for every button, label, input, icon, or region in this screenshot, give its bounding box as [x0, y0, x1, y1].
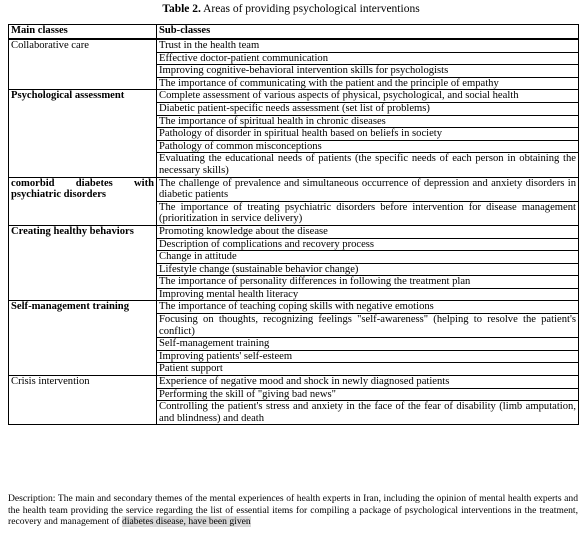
- main-class-cell: Collaborative care: [9, 39, 157, 90]
- sub-class-cell: Lifestyle change (sustainable behavior change): [157, 263, 579, 276]
- sub-class-cell: Focusing on thoughts, recognizing feelings "self-awareness" (helping to resolve the patient's conflict): [157, 314, 579, 338]
- sub-class-cell: The importance of teaching coping skills with negative emotions: [157, 301, 579, 314]
- main-class-cell: Psychological assessment: [9, 90, 157, 177]
- sub-class-cell: Effective doctor-patient communication: [157, 52, 579, 65]
- description-highlight: diabetes disease, have been given: [122, 516, 251, 528]
- sub-class-cell: Improving patients' self-esteem: [157, 350, 579, 363]
- sub-class-cell: Controlling the patient's stress and anxiety in the face of the fear of disability (limb amputation, and blindness) and death: [157, 401, 579, 425]
- sub-class-cell: Change in attitude: [157, 251, 579, 264]
- table-row: [9, 301, 579, 314]
- sub-class-cell: Performing the skill of "giving bad news": [157, 388, 579, 401]
- sub-class-cell: Pathology of disorder in spiritual health based on beliefs in society: [157, 128, 579, 141]
- sub-class-cell: Patient support: [157, 363, 579, 376]
- sub-class-cell: The importance of communicating with the patient and the principle of empathy: [157, 77, 579, 90]
- main-class-cell: Creating healthy behaviors: [9, 225, 157, 301]
- table-caption: [0, 2, 582, 16]
- main-class-cell: comorbid diabetes with psychiatric disorders: [9, 177, 157, 225]
- table-row: [9, 177, 579, 201]
- table-caption-label: Table 2.: [162, 3, 201, 15]
- table-row: [9, 225, 579, 238]
- main-class-cell: Self-management training: [9, 301, 157, 376]
- sub-class-cell: The importance of personality differences in following the treatment plan: [157, 276, 579, 289]
- table-row: [9, 376, 579, 389]
- sub-class-cell: Trust in the health team: [157, 39, 579, 52]
- sub-class-cell: The importance of spiritual health in chronic diseases: [157, 115, 579, 128]
- sub-class-cell: Experience of negative mood and shock in newly diagnosed patients: [157, 376, 579, 389]
- table-row: [9, 39, 579, 52]
- interventions-table: [8, 24, 579, 425]
- sub-class-cell: Self-management training: [157, 338, 579, 351]
- description-text: Description: The main and secondary themes of the mental experiences of health experts in Iran, including the opinion of mental health experts and the health team providing the service regarding the list of essential items for compiling a package of psychological interventions in the treatment, recovery and management of: [8, 493, 578, 528]
- sub-class-cell: Diabetic patient-specific needs assessment (set list of problems): [157, 102, 579, 115]
- main-class-cell: Crisis intervention: [9, 376, 157, 425]
- sub-class-cell: Improving mental health literacy: [157, 288, 579, 301]
- table-caption-title: Areas of providing psychological interventions: [200, 3, 420, 15]
- sub-class-cell: The importance of treating psychiatric disorders before intervention for disease management (prioritization in service delivery): [157, 201, 579, 225]
- table-header-row: [9, 25, 579, 40]
- sub-class-cell: The challenge of prevalence and simultaneous occurrence of depression and anxiety disorders in diabetic patients: [157, 177, 579, 201]
- table-row: [9, 90, 579, 103]
- sub-class-cell: Improving cognitive-behavioral intervention skills for psychologists: [157, 65, 579, 78]
- sub-class-cell: Complete assessment of various aspects of physical, psychological, and social health: [157, 90, 579, 103]
- sub-class-cell: Evaluating the educational needs of patients (the specific needs of each person in obtaining the necessary skills): [157, 153, 579, 177]
- sub-class-cell: Promoting knowledge about the disease: [157, 225, 579, 238]
- sub-class-cell: Description of complications and recovery process: [157, 238, 579, 251]
- header-main-classes: Main classes: [9, 25, 157, 40]
- sub-class-cell: Pathology of common misconceptions: [157, 140, 579, 153]
- header-sub-classes: Sub-classes: [157, 25, 579, 40]
- table-description: [8, 493, 578, 528]
